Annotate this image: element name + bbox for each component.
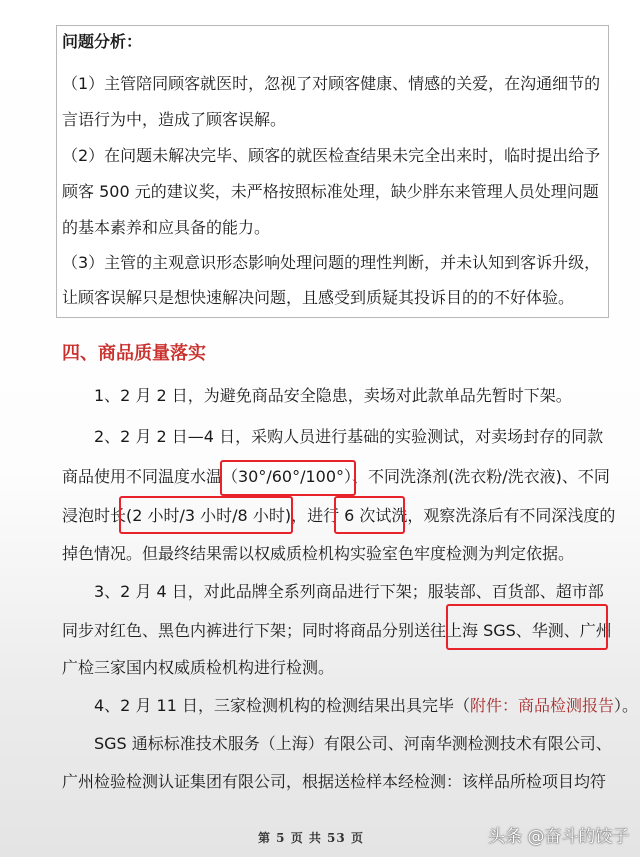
- line-text: ）。: [614, 696, 639, 715]
- watermark: 头条 @奋斗的饺子: [488, 827, 630, 847]
- body-line: 同步对红色、黑色内裤进行下架；同时将商品分别送往上海 SGS、华测、广州: [62, 621, 612, 640]
- body-line: 广州检验检测认证集团有限公司，根据送检样本经检测：该样品所检项目均符: [62, 772, 607, 791]
- highlight-box-duration: [119, 496, 293, 534]
- highlight-box-labs: [446, 604, 608, 650]
- analysis-line: （1）主管陪同顾客就医时，忽视了对顾客健康、情感的关爱，在沟通细节的: [62, 74, 601, 93]
- body-line: 1、2 月 2 日，为避免商品安全隐患，卖场对此款单品先暂时下架。: [94, 386, 572, 405]
- body-line: 2、2 月 2 日—4 日，采购人员进行基础的实验测试，对卖场封存的同款: [94, 427, 604, 446]
- analysis-box: [56, 25, 609, 318]
- analysis-line: （3）主管的主观意识形态影响处理问题的理性判断，并未认知到客诉升级，: [62, 253, 601, 272]
- line-text: 4、2 月 11 日，三家检测机构的检测结果出具完毕（: [94, 696, 470, 715]
- body-line: 商品使用不同温度水温（30°/60°/100°）、不同洗涤剂(洗衣粉/洗衣液)、不同: [62, 467, 610, 486]
- analysis-line: 的基本素养和应具备的能力。: [62, 218, 271, 237]
- body-line: 3、2 月 4 日，对此品牌全系列商品进行下架；服装部、百货部、超市部: [94, 582, 604, 601]
- highlight-box-temperature: [220, 460, 356, 496]
- body-line: SGS 通标标准技术服务（上海）有限公司、河南华测检测技术有限公司、: [94, 734, 612, 753]
- highlight-box-wash-count: [334, 496, 405, 534]
- body-line: 广检三家国内权威质检机构进行检测。: [62, 658, 335, 677]
- body-line: [94, 696, 638, 716]
- attachment-link[interactable]: 附件：商品检测报告: [469, 696, 614, 715]
- analysis-line: （2）在问题未解决完毕、顾客的就医检查结果未完全出来时，临时提出给予: [62, 146, 601, 165]
- analysis-line: 顾客 500 元的建议奖，未严格按照标准处理，缺少胖东来管理人员处理问题: [62, 182, 599, 201]
- analysis-line: 言语行为中，造成了顾客误解。: [62, 110, 287, 129]
- page-footer: 第 5 页 共 53 页: [258, 831, 364, 845]
- body-line: 浸泡时长(2 小时/3 小时/8 小时)，进行 6 次试洗，观察洗涤后有不同深浅度的: [62, 506, 616, 525]
- section-heading: 四、商品质量落实: [62, 343, 206, 364]
- analysis-line: 让顾客误解只是想快速解决问题，且感受到质疑其投诉目的的不好体验。: [62, 288, 575, 307]
- body-line: 掉色情况。但最终结果需以权威质检机构实验室色牢度检测为判定依据。: [62, 544, 575, 563]
- analysis-title: 问题分析：: [62, 32, 143, 51]
